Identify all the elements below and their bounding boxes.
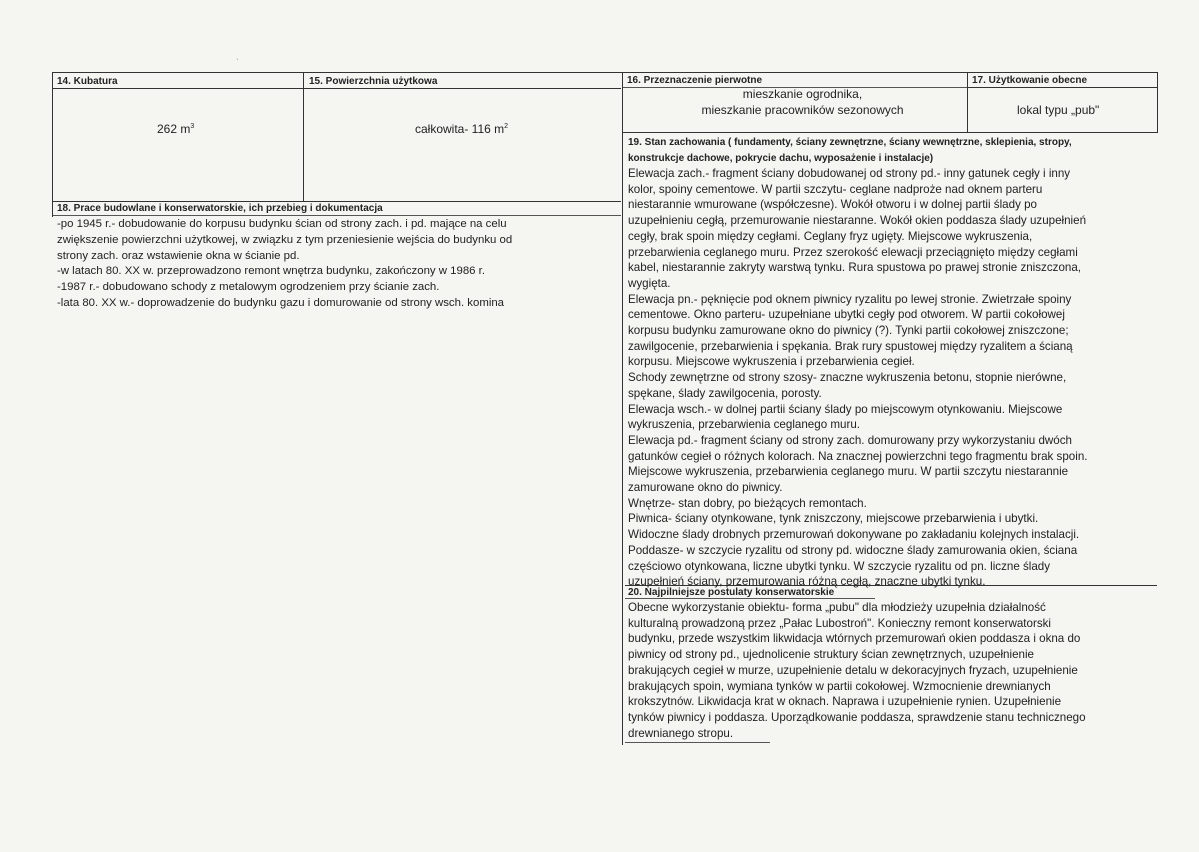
field-18-label: 18. Prace budowlane i konserwatorskie, ich przebieg i dokumentacja: [57, 203, 383, 214]
field-19-line: uzupełnień ściany, przemurowania różną cegłą, znaczne ubytki tynku.: [628, 575, 986, 589]
field-19-line: kabel, niestarannie zakryty warstwą tynku. Rura spustowa po prawej stronie zniszczona,: [628, 261, 1082, 275]
field-15-label: 15. Powierzchnia użytkowa: [309, 76, 438, 87]
field-14-value: [157, 122, 194, 136]
divider-16-19: [622, 132, 1157, 133]
right-border: [1157, 72, 1158, 133]
divider-20-header: [625, 598, 875, 599]
divider-14-15: [303, 72, 304, 202]
divider-18-header: [52, 215, 621, 216]
field-19-line: spękane, ślady zawilgocenia, porosty.: [628, 386, 822, 400]
field-20-line: brakujących cegieł w murze, uzupełnienie detalu w dekoracyjnych fryzach, uzupełnienie: [628, 663, 1078, 677]
field-14-number: 262 m: [157, 122, 191, 136]
field-18-line: -w latach 80. XX w. przeprowadzono remont wnętrza budynku, zakończony w 1986 r.: [57, 265, 486, 278]
field-19-line: uzupełnieniu cegłą, przemurowanie niestaranne. Wokół okien poddasza ślady uzupełnień: [628, 214, 1087, 228]
field-16-value-2: mieszkanie pracowników sezonowych: [701, 103, 904, 117]
field-18-line: zwiększenie powierzchni użytkowej, w związku z tym przeniesienie wejścia do budynku od: [57, 233, 513, 246]
field-19-line: Schody zewnętrzne od strony szosy- znaczne wykruszenia betonu, stopnie nierówne,: [628, 371, 1067, 385]
field-19-line: Miejscowe wykruszenia, przebarwienia ceglanego muru. W partii szczytu niestarannie: [628, 465, 1069, 479]
field-19-line: Widoczne ślady drobnych przemurowań dokonywane po zakładaniu kolejnych instalacji.: [628, 528, 1080, 542]
field-20-line: tynków piwnicy i poddasza. Uporządkowanie poddasza, sprawdzenie stanu technicznego: [628, 710, 1086, 724]
left-border: [52, 72, 53, 217]
field-20-line: Obecne wykorzystanie obiektu- forma „pubu" dla młodzieży uzupełnia działalność: [628, 601, 1046, 614]
field-19-line: Elewacja wsch.- w dolnej partii ściany ślady po miejscowym otynkowaniu. Miejscowe: [628, 402, 1063, 416]
field-19-line: Piwnica- ściany otynkowane, tynk zniszczony, miejscowe przebarwienia i ubytki.: [628, 512, 1039, 526]
field-19-line: korpusu. Miejscowe wykruszenia i przebarwienia cegieł.: [628, 355, 915, 369]
field-18-line: -po 1945 r.- dobudowanie do korpusu budynku ścian od strony zach. i pd. mające na celu: [57, 218, 507, 230]
field-18-line: -1987 r.- dobudowano schody z metalowym ogrodzeniem przy ścianie zach.: [57, 281, 440, 294]
field-15-value: [415, 122, 508, 136]
header-underline-left: [52, 88, 621, 89]
field-19-line: cementowe. Okno parteru- uzupełniane ubytki cegły pod otworem. W partii cokołowej: [628, 308, 1065, 322]
field-19-line: Elewacja pn.- pęknięcie pod oknem piwnicy ryzalitu po lewej stronie. Zwietrzałe spoiny: [628, 292, 1072, 306]
field-17-label: 17. Użytkowanie obecne: [972, 75, 1088, 86]
field-15-number: całkowita- 116 m: [415, 122, 505, 136]
field-19-label-2: konstrukcje dachowe, pokrycie dachu, wyposażenie i instalacje): [628, 153, 934, 164]
divider-18: [52, 201, 621, 202]
field-19-text: [628, 166, 1153, 590]
field-19-line: Elewacja pd.- fragment ściany od strony zach. domurowany przy wykorzystaniu dwóch: [628, 433, 1072, 447]
field-19-line: częściowo otynkowana, liczne ubytki tynku. W szczycie ryzalitu od pn. liczne ślady: [628, 559, 1051, 573]
field-20-text: [628, 600, 1153, 741]
field-19-line: Elewacja zach.- fragment ściany dobudowanej od strony pd.- inny gatunek cegły i inny: [628, 167, 1071, 180]
field-19-line: wykruszenia, przebarwienia ceglanego muru.: [628, 418, 860, 432]
stray-mark: ˊ: [236, 58, 239, 67]
field-20-line: budynku, przede wszystkim likwidacja wtórnych przemurowań okien poddasza i okna do: [628, 632, 1081, 646]
field-20-label: 20. Najpilniejsze postulaty konserwatorskie: [628, 587, 835, 598]
center-divider: [622, 72, 623, 745]
field-20-line: brakujących spoin, wymiana tynków w partii cokołowej. Wzmocnienie drewnianych: [628, 679, 1051, 693]
field-19-line: Poddasze- w szczycie ryzalitu od strony pd. widoczne ślady zamurowania okien, ściana: [628, 543, 1078, 557]
field-19-line: kolor, spoiny cementowe. W partii szczytu- ceglane nadproże nad oknem parteru: [628, 182, 1043, 196]
field-19-line: zawilgocenie, przebarwienia i spękania. Brak rury spustowej między ryzalitem a ścianą: [628, 339, 1073, 353]
field-20-line: piwnicy od strony pd., ujednolicenie struktury ścian zewnętrznych, uzupełnienie: [628, 648, 1034, 662]
field-19-line: wygięta.: [628, 276, 671, 290]
field-18-text: [57, 217, 617, 312]
field-19-line: przebarwienia ceglanego muru. Przez szerokość elewacji przeciągnięto między cegłami: [628, 245, 1078, 259]
divider-16-17: [967, 72, 968, 133]
field-18-line: -lata 80. XX w.- doprowadzenie do budynku gazu i domurowanie od strony wsch. komina: [57, 296, 505, 309]
field-19-line: niestarannie wmurowane (współczesne). Wokół otworu i w dolnej partii ślady po: [628, 198, 1037, 212]
divider-20-bottom: [625, 742, 770, 743]
field-18-line: strony zach. oraz wstawienie okna w ścianie pd.: [57, 249, 300, 262]
field-15-unit-sup: 2: [504, 123, 509, 130]
field-19-line: zamurowane okno do piwnicy.: [628, 481, 783, 495]
field-19-line: Wnętrze- stan dobry, po bieżących remontach.: [628, 496, 867, 510]
field-19-line: gatunków cegieł o różnych kolorach. Na znacznej powierzchni tego fragmentu brak spoin.: [628, 449, 1088, 463]
field-20-line: drewnianego stropu.: [628, 726, 734, 740]
field-19-line: cegły, brak spoin między cegłami. Ceglany fryz ugięty. Miejscowe wykruszenia,: [628, 229, 1033, 243]
field-20-line: kulturalną prowadzoną przez „Pałac Lubostroń". Konieczny remont konserwatorski: [628, 616, 1051, 630]
field-14-label: 14. Kubatura: [57, 76, 118, 87]
field-16-value-1: mieszkanie ogrodnika,: [742, 87, 863, 101]
field-20-line: krokszytnów. Likwidacja krat w oknach. Naprawa i uzupełnienie rynien. Uzupełnienie: [628, 695, 1062, 709]
field-16-label: 16. Przeznaczenie pierwotne: [627, 75, 763, 86]
field-17-value: lokal typu „pub": [1017, 103, 1100, 117]
field-14-unit-sup: 3: [190, 123, 195, 130]
field-19-line: korpusu budynku zamurowane okno do piwnicy (?). Tynki partii cokołowej zniszczone;: [628, 324, 1069, 338]
table-top-border: [52, 72, 1157, 73]
header-underline-17: [967, 87, 1157, 88]
field-19-label-1: 19. Stan zachowania ( fundamenty, ściany zewnętrzne, ściany wewnętrzne, sklepienia, stropy,: [628, 137, 1072, 148]
